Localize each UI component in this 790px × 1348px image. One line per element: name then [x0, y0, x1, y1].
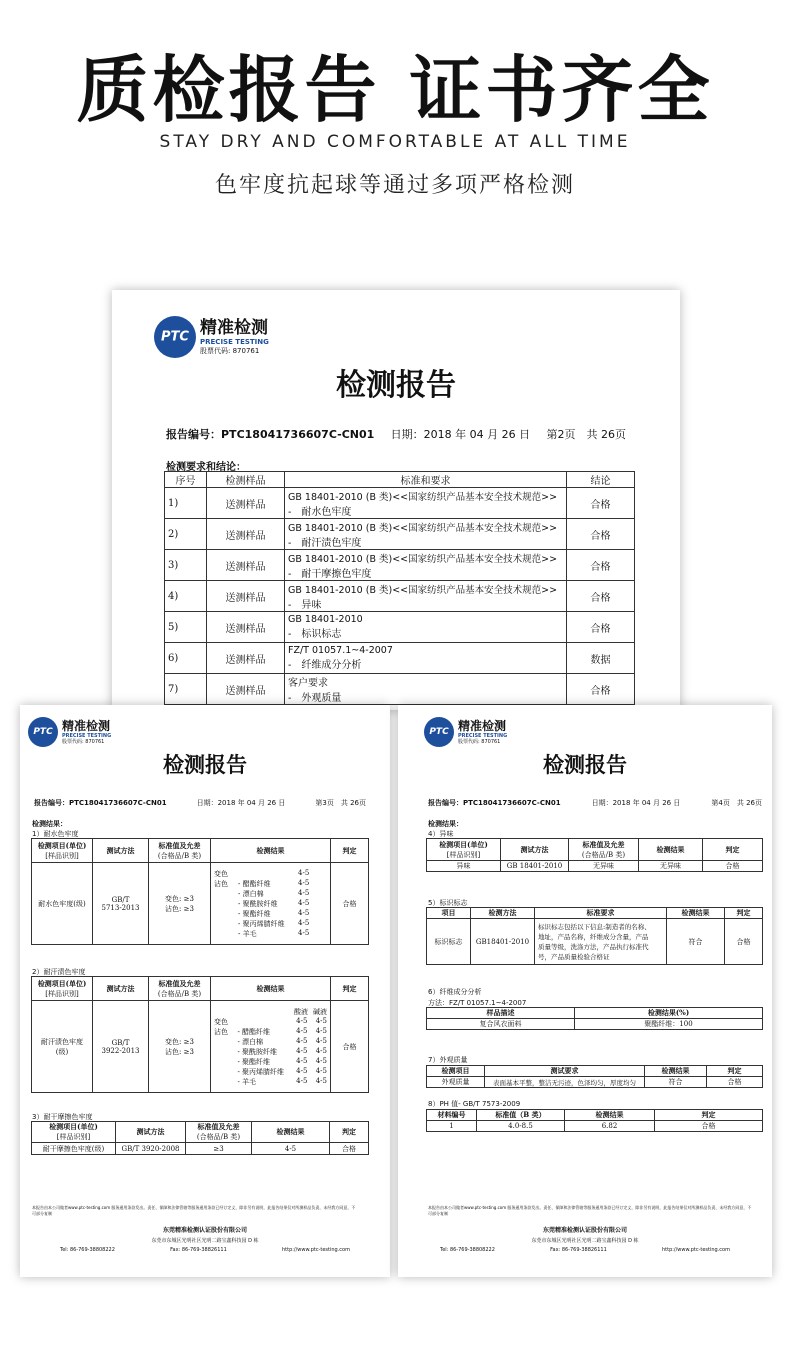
- logo-english: PRECISE TESTING: [200, 337, 269, 346]
- section-title: 2）耐汗渍色牢度: [32, 968, 86, 976]
- conclusion-table: [164, 471, 635, 705]
- table-row: 5) 送测样品 GB 18401-2010 - 标识标志 合格: [165, 612, 635, 643]
- table-row: 7) 送测样品 客户要求 - 外观质量 合格: [165, 674, 635, 705]
- results-label: 检测结果：: [428, 820, 463, 828]
- report-meta: 报告编号：PTC18041736607C-CN01 日期：2018 年 04 月 26 日 第4页 共 26页: [428, 799, 762, 807]
- footer-contact: Tel: 86-769-38808222 Fax: 86-769-38826111 http://www.ptc-testing.com: [60, 1247, 350, 1253]
- section-title: 7）外观质量: [428, 1056, 468, 1064]
- footer-address: 东莞市东城区光明社区光明二路宝鑫科技园 D 栋: [151, 1238, 259, 1244]
- col-header: 序号: [165, 472, 207, 488]
- table-row: 1) 送测样品 GB 18401-2010 (B 类)<<国家纺织产品基本安全技术规范>> - 耐水色牢度 合格: [165, 488, 635, 519]
- col-header: 结论: [567, 472, 635, 488]
- footer-company: 东莞精准检测认证股份有限公司: [542, 1227, 627, 1234]
- table-row: 6) 送测样品 FZ/T 01057.1~4-2007 - 纤维成分分析 数据: [165, 643, 635, 674]
- footer-note: 本报告由本公司做者www.ptc-testing.com 服务通用条款发出。责任、保障和法律管辖等服务通用条款已经订定义，除非另有说明，此报告结果仅对所测样品负责，未经我方同意，不 可部分复制: [32, 1205, 356, 1216]
- labeling-table: 项目 检测方法 标准要求 检测结果 判定 标识标志 GB18401-2010 标识标志包括以下信息:制造者的名称、 地址，产品名称，纤维成分含量，产品 质量等级，洗涤方法，产品执行标准代 号，产品质量检验合格证 符合 合格: [426, 907, 763, 965]
- report-meta: 报告编号：PTC18041736607C-CN01 日期：2018 年 04 月 26 日 第3页 共 26页: [34, 799, 366, 807]
- logo-stock-code: 股票代码: 870761: [200, 346, 260, 355]
- footer-address: 东莞市东城区光明社区光明二路宝鑫科技园 D 栋: [531, 1238, 639, 1244]
- report-number: 报告编号：PTC18041736607C-CN01: [166, 428, 375, 441]
- page-number: 第2页 共 26页: [546, 428, 626, 441]
- footer-note: 本报告由本公司做者www.ptc-testing.com 服务通用条款发出。责任、保障和法律管辖等服务通用条款已经订定义，除非另有说明，此报告结果仅对所测样品负责，未经我方同意，不 可部分复制: [428, 1205, 752, 1216]
- report-sheet-3: [398, 705, 772, 1277]
- report-title: 检测报告: [163, 753, 247, 777]
- report-sheet-2: [20, 705, 390, 1277]
- table-row: 4) 送测样品 GB 18401-2010 (B 类)<<国家纺织产品基本安全技术规范>> - 异味 合格: [165, 581, 635, 612]
- ptc-logo-icon: PTC: [424, 717, 454, 747]
- ptc-logo-icon: PTC: [28, 717, 58, 747]
- logo-name: 精准检测: [200, 317, 268, 338]
- report-date: 日期：2018 年 04 月 26 日: [390, 428, 531, 441]
- table-row: 2) 送测样品 GB 18401-2010 (B 类)<<国家纺织产品基本安全技术规范>> - 耐汗渍色牢度 合格: [165, 519, 635, 550]
- report-title: 检测报告: [336, 368, 456, 403]
- footer-contact: Tel: 86-769-38808222 Fax: 86-769-38826111 http://www.ptc-testing.com: [440, 1247, 730, 1253]
- ptc-logo: [154, 316, 269, 358]
- footer-company: 东莞精准检测认证股份有限公司: [162, 1227, 247, 1234]
- rub-fastness-table: 检测项目(单位) [样品识别] 测试方法 标准值及允差 (合格品/B 类) 检测结果 判定 耐干摩擦色牢度(级) GB/T 3920-2008 ≥3 4-5 合格: [31, 1121, 369, 1155]
- report-title: 检测报告: [543, 753, 627, 777]
- col-header: 标准和要求: [285, 472, 567, 488]
- ph-table: 材料编号 标准值（B 类） 检测结果 判定 1 4.0-8.5 6.82 合格: [426, 1109, 763, 1132]
- sweat-fastness-table: 检测项目(单位) [样品识别] 测试方法 标准值及允差 (合格品/B 类) 检测结果 判定 耐汗渍色牢度 (级) GB/T 3922-2013 变色: ≥3 沾色: ≥3 酸液 碱液 变色 4-5 4-5 沾色 - 醋酯纤维 4-5 4-5 - 漂白棉 4-5 4-5 - 聚酰胺纤维 4-5 4-5 - 聚酯纤维 4-5 4-5 - 聚丙烯腈纤维 4-5 4-5 - 羊毛 4-5 4-5 合格: [31, 976, 369, 1093]
- page-subtitle-chinese: 色牢度抗起球等通过多项严格检测: [214, 173, 575, 198]
- fiber-method: 方法：FZ/T 01057.1~4-2007: [428, 999, 527, 1007]
- ptc-logo: PTC 精准检测 PRECISE TESTING 股票代码: 870761: [424, 717, 507, 747]
- section-title: 1）耐水色牢度: [32, 830, 79, 838]
- ptc-logo: PTC 精准检测 PRECISE TESTING 股票代码: 870761: [28, 717, 111, 747]
- odor-table: 检测项目(单位) [样品识别] 测试方法 标准值及允差 (合格品/B 类) 检测结果 判定 异味 GB 18401-2010 无异味 无异味 合格: [426, 838, 763, 872]
- section-title: 检测要求和结论：: [166, 462, 246, 473]
- fiber-table: 样品描述 检测结果(%) 复合风衣面料 聚酯纤维：100: [426, 1007, 763, 1030]
- report-meta: [166, 426, 626, 442]
- section-title: 4）异味: [428, 830, 454, 838]
- water-fastness-table: 检测项目(单位) [样品识别] 测试方法 标准值及允差 (合格品/B 类) 检测结果 判定 耐水色牢度(级) GB/T 5713-2013 变色: ≥3 沾色: ≥3 变色 4-5 沾色 - 醋酯纤维 4-5 - 漂白棉 4-5 - 聚酰胺纤维 4-5 - 聚酯纤维 4-5 - 聚丙烯腈纤维 4-5 - 羊毛 4-5 合格: [31, 838, 369, 945]
- report-sheet-1: [112, 290, 680, 710]
- appearance-table: 检测项目 测试要求 检测结果 判定 外观质量 表面基本平整，整洁无污迹，色泽均匀，厚度均匀 符合 合格: [426, 1065, 763, 1088]
- col-header: 检测样品: [207, 472, 285, 488]
- section-title: 6）纤维成分分析: [428, 988, 482, 996]
- table-row: 3) 送测样品 GB 18401-2010 (B 类)<<国家纺织产品基本安全技术规范>> - 耐干摩擦色牢度 合格: [165, 550, 635, 581]
- page-subtitle-english: STAY DRY AND COMFORTABLE AT ALL TIME: [159, 132, 631, 152]
- section-title: 3）耐干摩擦色牢度: [32, 1113, 93, 1121]
- results-label: 检测结果：: [32, 820, 67, 828]
- section-title: 5）标识标志: [428, 899, 468, 907]
- page-headline: 质检报告 证书齐全: [76, 48, 714, 132]
- section-title: 8）PH 值- GB/T 7573-2009: [428, 1100, 521, 1108]
- ptc-logo-icon: PTC: [154, 316, 196, 358]
